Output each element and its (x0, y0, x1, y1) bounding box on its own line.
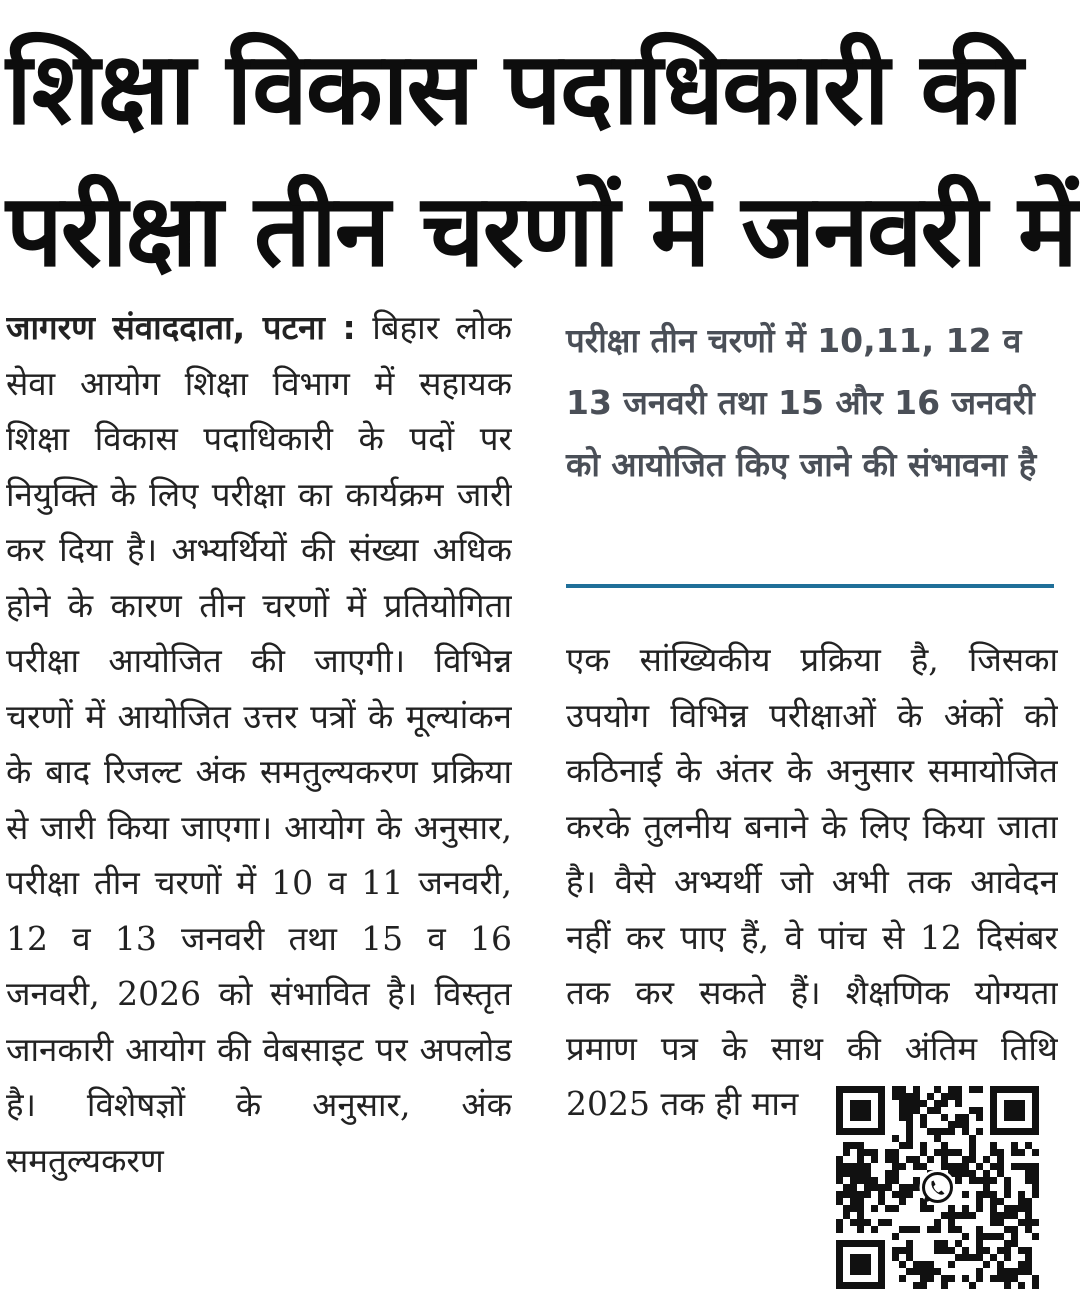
byline: जागरण संवाददाता, पटना : (6, 308, 356, 347)
pull-quote-divider (566, 584, 1054, 588)
article-text-right: एक सांख्यिकीय प्रक्रिया है, जिसका उपयोग विभिन्न परीक्षाओं के अंकों को कठिनाई के अंतर के अनुसार समायोजित करके तुलनीय बनाने के लिए किया जाता है। वैसे अभ्यर्थी जो अभी तक आवेदन नहीं कर पाए हैं, वे पांच से 12 दिसंबर तक कर सकते हैं। शैक्षणिक योग्यता प्रमाण पत्र के साथ की अंतिम तिथि 2025 तक ही मान (566, 640, 1058, 1123)
whatsapp-icon (920, 1170, 956, 1206)
qr-code-graphic (826, 1080, 1056, 1294)
qr-finder-bottom-left (836, 1240, 885, 1289)
headline-line-2: परीक्षा तीन चरणों में जनवरी में (6, 172, 1076, 289)
article-paragraph-left (6, 300, 512, 1188)
article-left-column (6, 300, 512, 1290)
qr-finder-top-right (990, 1086, 1039, 1135)
pull-quote: परीक्षा तीन चरणों में 10,11, 12 व 13 जनवरी तथा 15 और 16 जनवरी को आयोजित किए जाने की संभावना है (566, 321, 1037, 484)
headline (6, 18, 1074, 302)
qr-code[interactable] (826, 1080, 1056, 1294)
article-text-left: बिहार लोक सेवा आयोग शिक्षा विभाग में सहायक शिक्षा विकास पदाधिकारी के पदों पर नियुक्ति के लिए परीक्षा का कार्यक्रम जारी कर दिया है। अभ्यर्थियों की संख्या अधिक होने के कारण तीन चरणों में प्रतियोगिता परीक्षा आयोजित की जाएगी। विभिन्न चरणों में आयोजित उत्तर पत्रों के मूल्यांकन के बाद रिजल्ट अंक समतुल्यकरण प्रक्रिया से जारी किया जाएगा। आयोग के अनुसार, परीक्षा तीन चरणों में 10 व 11 जनवरी, 12 व 13 जनवरी तथा 15 व 16 जनवरी, 2026 को संभावित है। विस्तृत जानकारी आयोग की वेबसाइट पर अपलोड है। विशेषज्ञों के अनुसार, अंक समतुल्यकरण (6, 308, 512, 1180)
qr-finder-top-left (836, 1086, 885, 1135)
headline-line-1: शिक्षा विकास पदाधिकारी की (6, 30, 1022, 147)
